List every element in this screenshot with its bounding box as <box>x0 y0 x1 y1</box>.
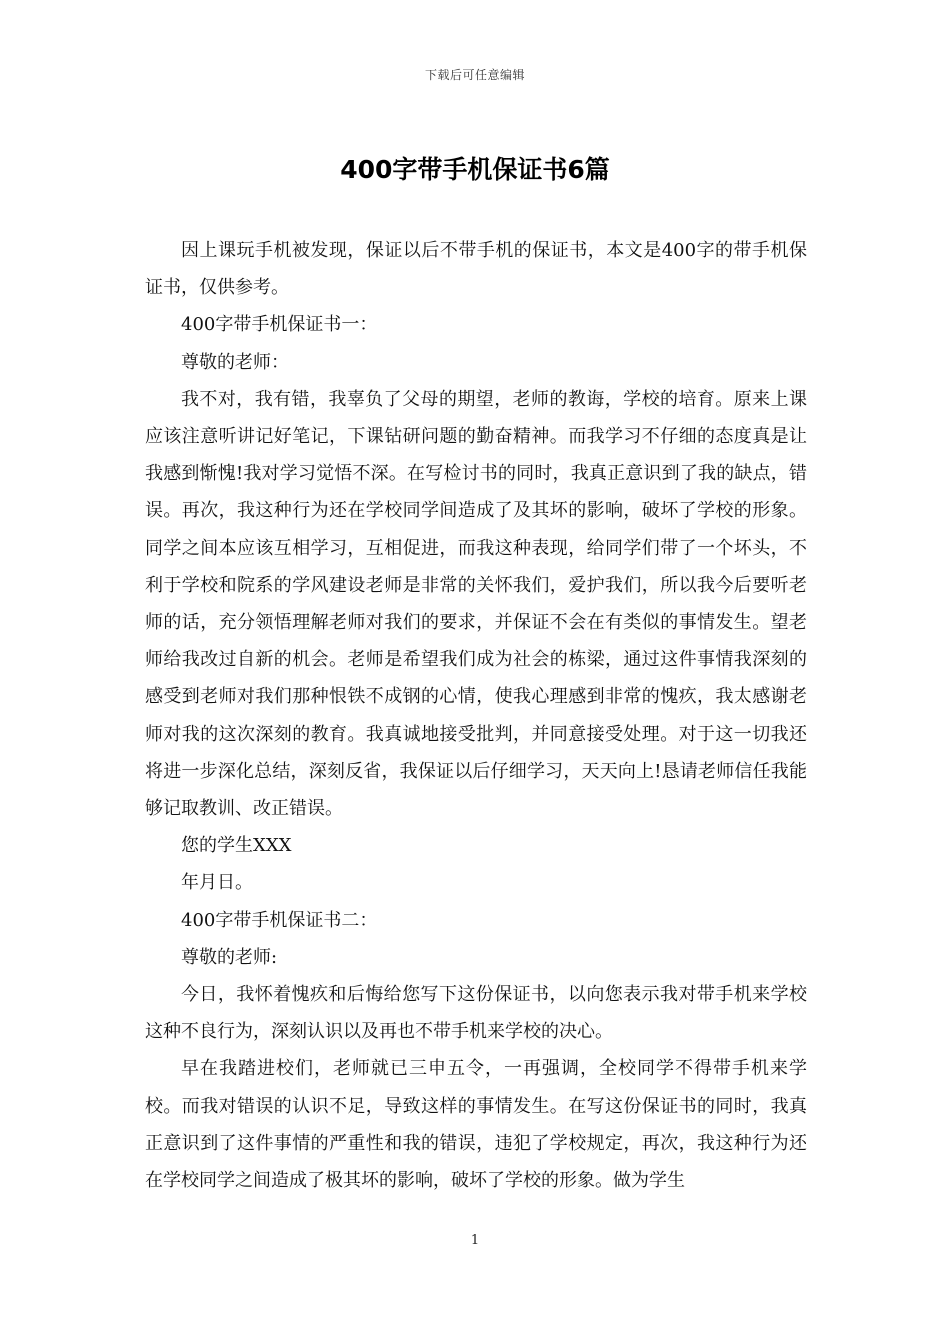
header-note: 下载后可任意编辑 <box>424 68 525 82</box>
paragraph-body-1: 我不对，我有错，我辜负了父母的期望，老师的教诲，学校的培育。原来上课应该注意听讲记好笔记，下课钻研问题的勤奋精神。而我学习不仔细的态度真是让我感到惭愧!我对学习觉悟不深。在写检讨书的同时，我真正意识到了我的缺点，错误。再次，我这种行为还在学校同学间造成了及其坏的影响，破坏了学校的形象。同学之间本应该互相学习，互相促进，而我这种表现，给同学们带了一个坏头，不利于学校和院系的学风建设老师是非常的关怀我们，爱护我们，所以我今后要听老师的话，充分领悟理解老师对我们的要求，并保证不会在有类似的事情发生。望老师给我改过自新的机会。老师是希望我们成为社会的栋梁，通过这件事情我深刻的感受到老师对我们那种恨铁不成钢的心情，使我心理感到非常的愧疚，我太感谢老师对我的这次深刻的教育。我真诚地接受批判，并同意接受处理。对于这一切我还将进一步深化总结，深刻反省，我保证以后仔细学习，天天向上!恳请老师信任我能够记取教训、改正错误。 <box>145 388 807 820</box>
date-1: 年月日。 <box>181 872 253 894</box>
paragraph-intro: 因上课玩手机被发现，保证以后不带手机的保证书，本文是400字的带手机保证书，仅供参考。 <box>145 240 807 299</box>
salutation-1: 尊敬的老师： <box>181 351 289 373</box>
paragraph-body-2b: 早在我踏进校们，老师就已三申五令，一再强调，全校同学不得带手机来学校。而我对错误的认识不足，导致这样的事情发生。在写这份保证书的同时，我真正意识到了这件事情的严重性和我的错误，违犯了学校规定，再次，我这种行为还在学校同学之间造成了极其坏的影响，破坏了学校的形象。做为学生 <box>145 1058 807 1192</box>
signature-1: 您的学生XXX <box>181 835 292 857</box>
page-number: 1 <box>470 1233 480 1248</box>
document-title: 400字带手机保证书6篇 <box>340 155 610 184</box>
document-body <box>145 232 807 1199</box>
paragraph-body-2a: 今日，我怀着愧疚和后悔给您写下这份保证书，以向您表示我对带手机来学校这种不良行为，深刻认识以及再也不带手机来学校的决心。 <box>145 984 807 1043</box>
salutation-2: 尊敬的老师: <box>181 946 278 968</box>
section-heading-2: 400字带手机保证书二： <box>181 909 378 931</box>
section-heading-1: 400字带手机保证书一： <box>181 314 378 336</box>
